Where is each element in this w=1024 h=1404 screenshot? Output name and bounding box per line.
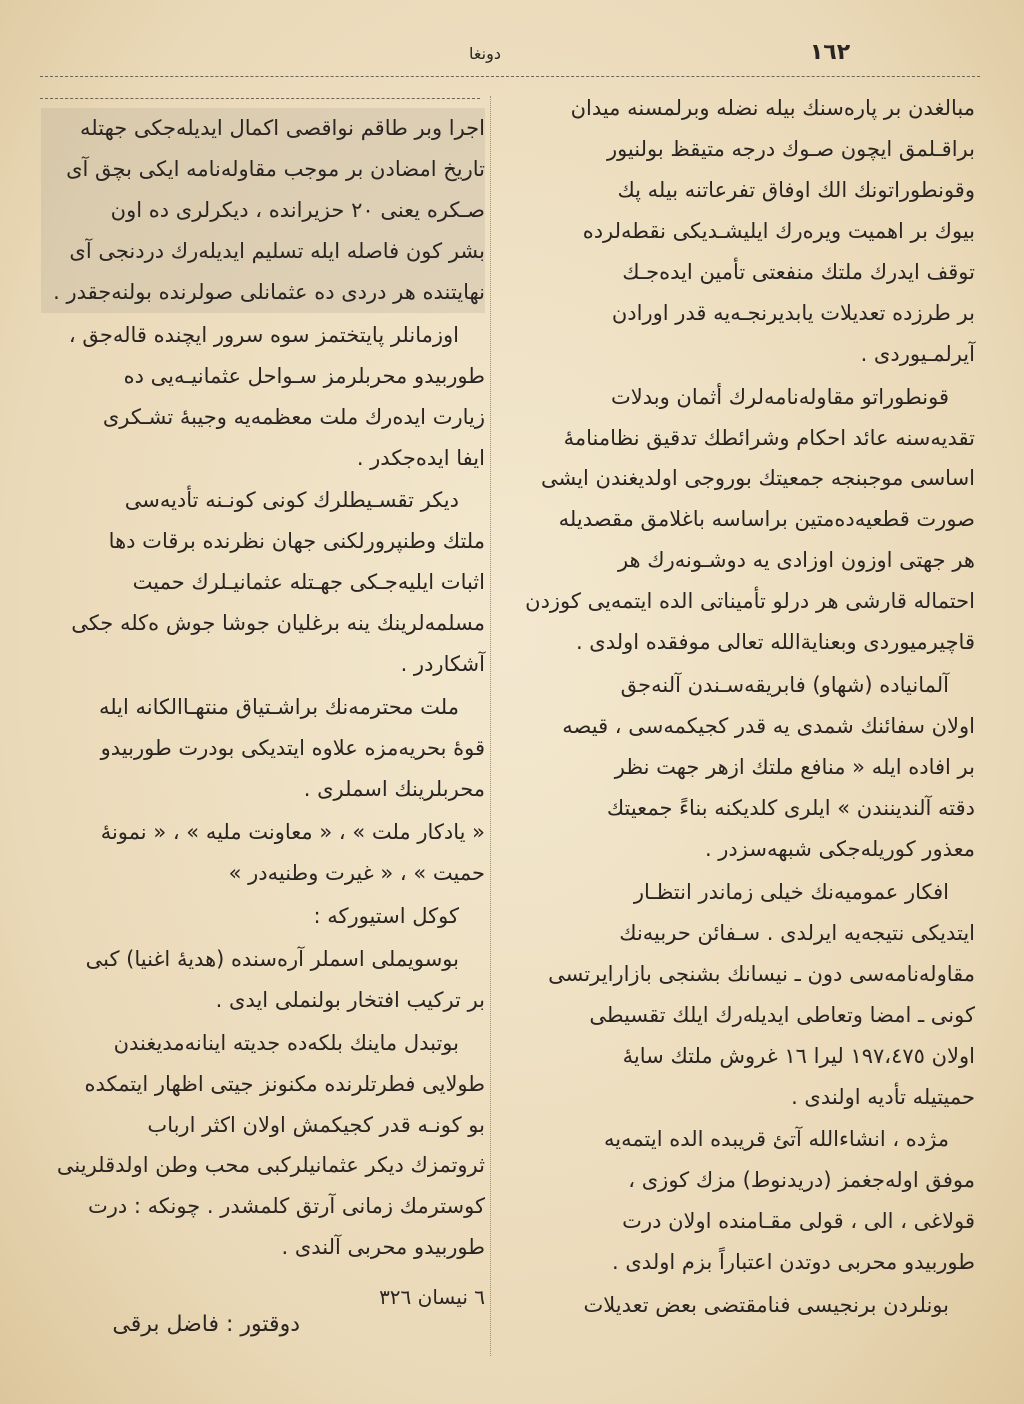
author-signature: دوقتور : فاضل برقى — [112, 1312, 300, 1337]
column-divider — [490, 96, 491, 1356]
dateline: ٦ نيسان ٣٢٦ — [379, 1285, 485, 1310]
paragraph: مبالغدن بر پارەسنك بيلە نضلە وبرلمسنه ميدان براقـلمق ايچون صـوك درجە متيقظ بولنيور وقونطوراتونك الك اوفاق تفرعاتنە بيلە پك بيوك بر اهميت ويرەرك ايليشـديكى نقطەلردە توقف ايدرك ملتك منفعتى تأمين ايدەجـك بر طرزدە تعديلات يابديرنجـەيە قدر اورادن آيرلمـيوردى . — [570, 96, 975, 366]
paragraph: آلمانيادە (شهاو) فابريقەسـندن آلنەجق اولان سفائنك شمدى يە قدر كجيكمەسى ، قيصە بر افادە ايلە « منافع ملتك ازهر جهت نظر دقتە آلندينندن » ايلرى كلديكنە بناءً جمعيتك معذور كوريلەجكى شبهەسزدر . — [562, 673, 975, 861]
paragraph: افكار عموميەنك خيلى زماندر انتظـار ايتديكى نتيجەيە ايرلدى . سـفائن حربيەنك مقاولەنامەسى دون ـ نيسانك بشنجى بازارايرتسى كونى ـ امضا وتعاطى ايديلەرك ايلك تقسيطى اولان ١٩٧،٤٧٥ ليرا ١٦ غروش ملتك سايۀ حميتيلە تأديە اولندى . — [548, 879, 975, 1109]
paragraph: ملت محترمەنك براشـتياق منتهـاالكانە ايلە قوۀ بحريەمزە علاوە ايتديكى بودرت طوربيدو محربلرينك اسملرى . — [98, 695, 485, 801]
highlighted-paragraph: اجرا وبر طاقم نواقصى اكمال ايديلەجكى جهتلە تاريخ امضادن بر موجب مقاولەنامە ايكى بچق آى صـكرە يعنى ٢٠ حزيرانده ، ديكرلرى دە اون بشر كون فاصلە ايلە تسليم ايديلەرك دردنجى آى نهايتندە هر دردى دە عثمانلى صولرندە بولنەجقدر . — [41, 108, 485, 313]
paragraph: « يادكار ملت » ، « معاونت مليە » ، « نمونۀ حميت » ، « غيرت وطنيەدر » — [100, 819, 485, 885]
paragraph: بوسويملى اسملر آرەسندە (هديۀ اغنيا) كبى بر تركيب افتخار بولنملى ايدى . — [85, 946, 485, 1012]
paragraph: بوتبدل ماينك بلكەدە جديتە اينانەمديغندن طولايى فطرتلرندە مكنونز جيتى اظهار ايتمكدە بو كونـە قدر كجيكمش اولان اكثر ارباب ثروتمزك ديكر عثمانيلركبى محب وطن اولدقلرينى كوسترمك زمانى آرتق كلمشدر . چونكە : درت طوربيدو محربى آلندى . — [56, 1030, 485, 1260]
paragraph: اوزمانلر پايتختمز سوە سرور ايچندە قالەجق ، طوربيدو محربلرمز سـواحل عثمانيـەيى دە زيارت ايدەرك ملت معظمەيە وجيبۀ تشـكرى ايفا ايدەجكدر . — [68, 322, 485, 470]
header-rule — [40, 76, 980, 77]
right-column — [505, 88, 975, 1328]
left-column-rule — [40, 98, 480, 99]
paragraph: ديكر تقسـيطلرك كونى كونـنە تأديەسى ملتك وطنپرورلكنى جهان نظرندە برقات دها اثبات ايليەجـكى جهـتلە عثمانيـلرك حميت مسلمەلرينك ينە برغليان جوشا جوش ەكلە جكى آشكاردر . — [71, 488, 485, 677]
left-column — [45, 108, 485, 1317]
paragraph: بونلردن برنجيسى فنامقتضى بعض تعديلات — [583, 1293, 949, 1318]
paragraph: مژدە ، انشاءالله آتئ قريبدە الدە ايتمەيە موفق اولەجغمز (دريدنوط) مزك كوزى ، قولاغى ، الى ، قولى مقـامندە اولان درت طوربيدو محربى دوتدن اعتباراً بزم اولدى . — [604, 1127, 975, 1275]
running-title: دونغا — [469, 44, 501, 63]
page-number: ١٦٢ — [809, 40, 851, 65]
paragraph: كوكل استيوركە : — [313, 903, 459, 928]
paragraph: قونطوراتو مقاولەنامەلرك أثمان وبدلات تقديەسنە عائد احكام وشرائطك تدقيق نظامنامۀ اساسى موجبنجە جمعيتك بوروجى اولديغندن ايشى صورت قطعيەدەمتين براساسە باغلامق مقصديلە هر جهتى اوزون اوزادى يە دوشـونەرك هر احتمالە قارشى هر درلو تأميناتى الدە ايتمەيى كوزدن قاچيرميوردى وبعنايةالله تعالى موفقدە اولدى . — [525, 384, 975, 655]
